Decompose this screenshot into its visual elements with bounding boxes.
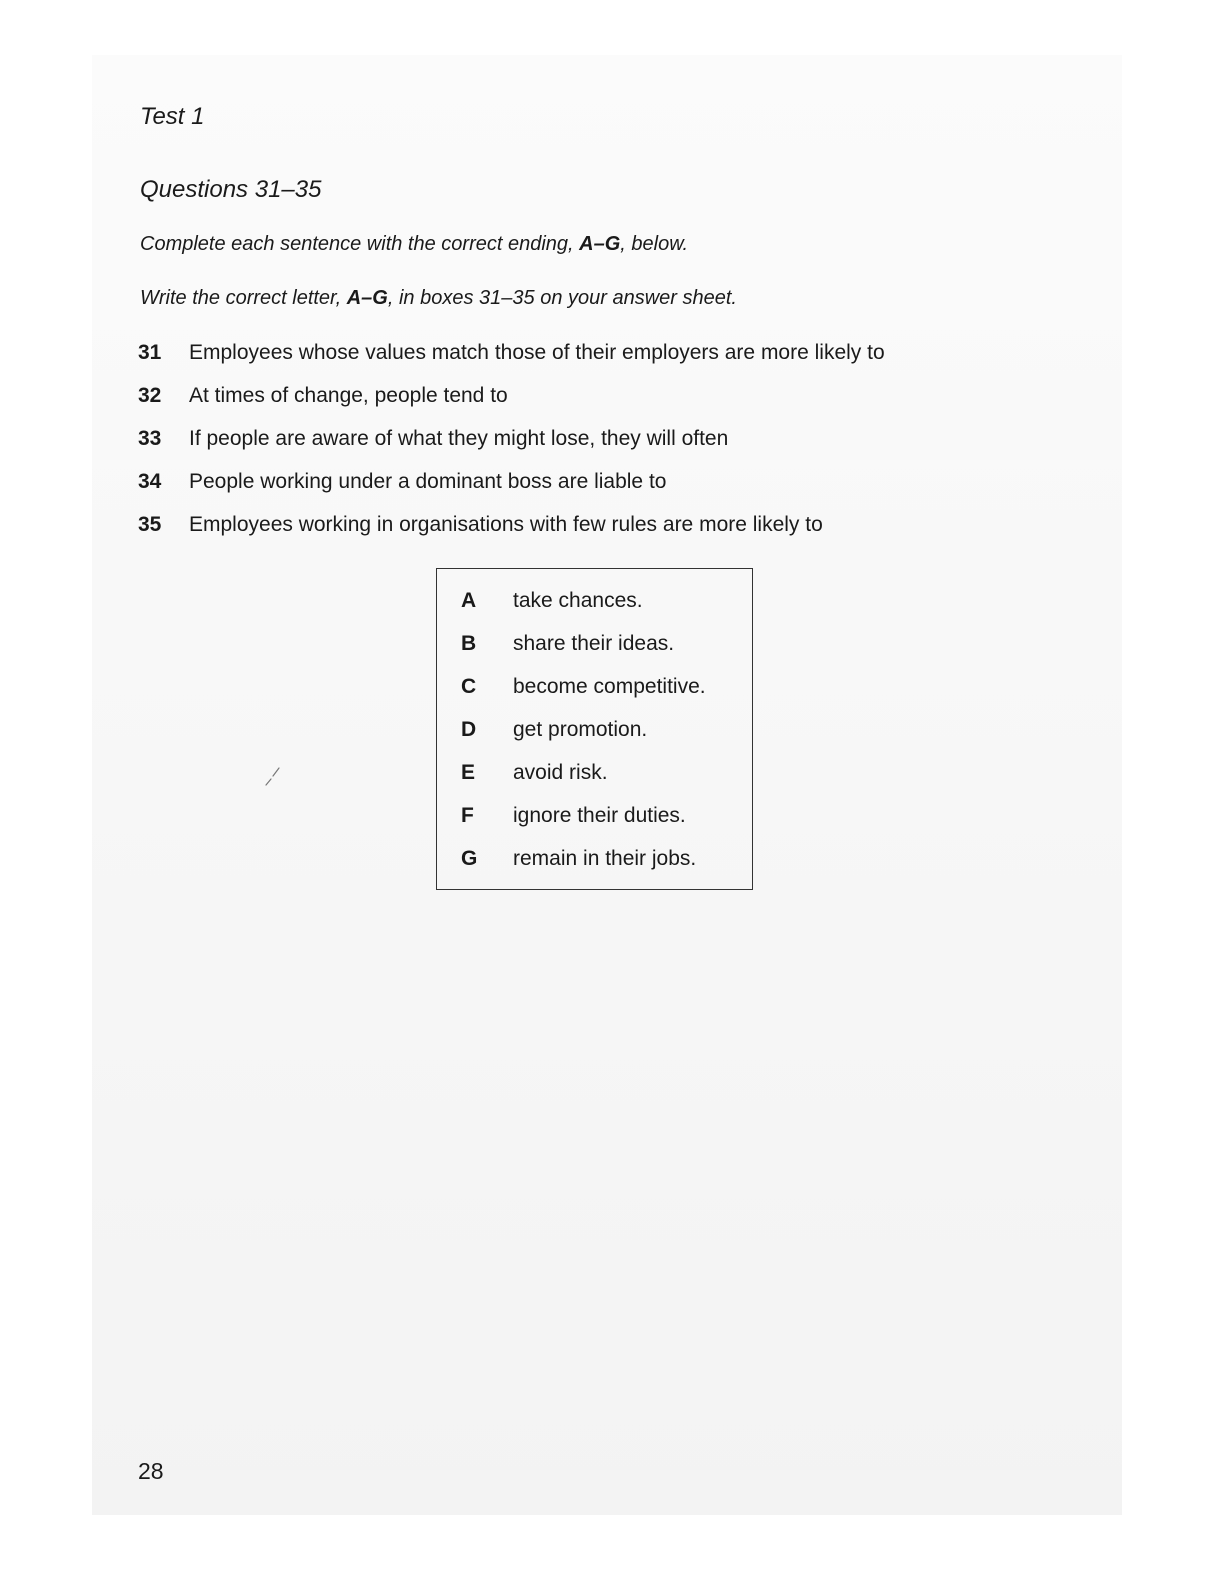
ending-letter: G xyxy=(461,847,478,870)
question-number: 35 xyxy=(138,513,162,536)
ending-letter: C xyxy=(461,675,477,698)
instruction-range: A–G xyxy=(346,287,388,309)
question-item xyxy=(138,341,1038,384)
question-number: 34 xyxy=(138,470,162,493)
question-text: Employees working in organisations with few rules are more likely to xyxy=(189,513,823,536)
instruction-write-letter xyxy=(140,287,737,310)
instruction-range: A–G xyxy=(579,233,621,255)
question-item xyxy=(138,470,1038,513)
ending-letter: D xyxy=(461,718,477,741)
question-item xyxy=(138,513,1038,556)
question-number: 32 xyxy=(138,384,162,407)
instruction-text: Complete each sentence with the correct ending, xyxy=(140,233,580,255)
question-list xyxy=(138,341,1038,556)
instruction-text: , in boxes 31–35 on your answer sheet. xyxy=(387,287,737,309)
ending-item xyxy=(461,804,706,847)
question-item xyxy=(138,427,1038,470)
ending-letter: E xyxy=(461,761,476,784)
ending-text: share their ideas. xyxy=(513,632,675,655)
question-number: 31 xyxy=(138,341,162,364)
instruction-text: Write the correct letter, xyxy=(140,287,347,309)
ending-text: take chances. xyxy=(513,589,643,612)
ending-item xyxy=(461,761,706,804)
question-number: 33 xyxy=(138,427,162,450)
ending-item xyxy=(461,632,706,675)
ending-text: become competitive. xyxy=(513,675,706,698)
test-label: Test 1 xyxy=(140,103,205,130)
ending-letter: B xyxy=(461,632,477,655)
sentence-endings-box xyxy=(436,568,753,890)
ending-letter: F xyxy=(461,804,474,827)
ending-item xyxy=(461,675,706,718)
endings-list xyxy=(461,589,706,890)
instruction-text: , below. xyxy=(620,233,689,255)
ending-item xyxy=(461,847,706,890)
question-text: Employees whose values match those of their employers are more likely to xyxy=(189,341,885,364)
ending-text: avoid risk. xyxy=(513,761,608,784)
question-text: People working under a dominant boss are liable to xyxy=(189,470,667,493)
instruction-complete-sentence xyxy=(140,233,688,256)
question-item xyxy=(138,384,1038,427)
page-number: 28 xyxy=(138,1458,164,1484)
ending-item xyxy=(461,589,706,632)
ending-item xyxy=(461,718,706,761)
question-text: At times of change, people tend to xyxy=(189,384,508,407)
ending-text: get promotion. xyxy=(513,718,648,741)
ending-letter: A xyxy=(461,589,477,612)
pen-mark xyxy=(262,765,282,787)
section-title: Questions 31–35 xyxy=(140,176,322,203)
ending-text: ignore their duties. xyxy=(513,804,686,827)
question-text: If people are aware of what they might lose, they will often xyxy=(189,427,729,450)
ending-text: remain in their jobs. xyxy=(513,847,697,870)
